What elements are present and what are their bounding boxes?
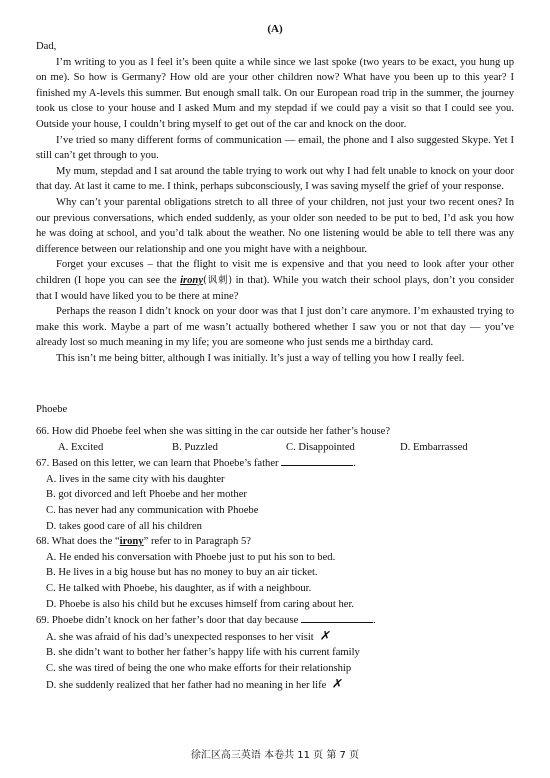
question-66-stem: 66. How did Phoebe feel when she was sitting in the car outside her father’s house? xyxy=(36,426,391,437)
q68-stem-before: 68. What does the “ xyxy=(36,536,120,548)
q68-option-d[interactable]: D. Phoebe is also his child but he excuses himself from caring about her. xyxy=(46,598,355,610)
p5-after: in that). While you watch their school plays, don’t you consider that I would have liked you to be there at mine? xyxy=(36,274,514,302)
q68-option-a[interactable]: A. He ended his conversation with Phoebe just to put his son to bed. xyxy=(46,551,336,563)
letter-body xyxy=(36,39,514,366)
q69-stem-text: 69. Phoebe didn’t knock on her father’s door that day because xyxy=(36,615,299,627)
letter-signature: Phoebe xyxy=(36,404,68,415)
irony-gloss: (讽刺) xyxy=(203,274,233,286)
letter-salutation: Dad, xyxy=(36,41,57,52)
section-label: (A) xyxy=(267,23,283,35)
letter-paragraph-7: This isn’t me being bitter, although I was initially. It’s just a way of telling you how I really feel. xyxy=(56,352,465,364)
q67-option-a[interactable]: A. lives in the same city with his daughter xyxy=(46,473,225,485)
questions-block xyxy=(36,424,514,693)
question-68-stem xyxy=(36,534,514,550)
letter-paragraph-4: Why can’t your parental obligations stretch to all three of your children, not just your two recent ones? In our previous conversations, which ended suddenly, as your older son needed to be put to bed, I’d ask you how he was doing at school, and you’d talk about the weather. No one listening would be able to tell there was any difference between our relationship and one you might have with a neighbour. xyxy=(36,196,514,255)
irony-word: irony xyxy=(180,274,204,286)
q67-stem-end: . xyxy=(353,458,356,470)
q68-option-c[interactable]: C. He talked with Phoebe, his daughter, as if with a neighbour. xyxy=(46,582,312,594)
q67-option-b[interactable]: B. got divorced and left Phoebe and her mother xyxy=(46,489,247,501)
q67-option-c[interactable]: C. has never had any communication with Phoebe xyxy=(46,504,259,516)
q69-answer-blank[interactable] xyxy=(301,612,373,623)
letter-paragraph-3: My mum, stepdad and I sat around the table trying to work out why I had felt unable to knock on your door that day. At last it came to me. I think, perhaps subconsciously, I was saving myself the grief of your response. xyxy=(36,165,514,193)
handwritten-cross-mark-icon: ✗ xyxy=(318,628,332,645)
question-67-stem xyxy=(36,455,514,472)
q68-option-b[interactable]: B. He lives in a big house but has no money to buy an air ticket. xyxy=(46,567,318,579)
letter-paragraph-1: I’m writing to you as I feel it’s been quite a while since we last spoke (two years to be exact, you hung up on me). So how is Germany? How old are your other children now? What have you been up to this year? I finished my A-levels this summer. But enough small talk. On our European road trip in the summer, the journey took us close to your house and I asked Mum and my stepdad if we could pay a visit so that I could see you. Outside your house, I couldn’t bring myself to get out of the car and knock on the door. xyxy=(36,56,514,130)
q67-answer-blank[interactable] xyxy=(281,455,353,466)
q69-option-a-text: A. she was afraid of his dad’s unexpected responses to her visit xyxy=(46,631,314,643)
q69-option-d-text: D. she suddenly realized that her father had no meaning in her life xyxy=(46,679,327,691)
letter-paragraph-2: I’ve tried so many different forms of communication — email, the phone and I also suggested Skype. Yet I still can’t get through to you. xyxy=(36,134,514,162)
letter-paragraph-5 xyxy=(36,257,514,304)
question-69-stem xyxy=(36,612,514,629)
q69-option-a[interactable] xyxy=(46,629,514,646)
letter-paragraph-6: Perhaps the reason I didn’t knock on your door was that I just don’t care anymore. I’m exhausted trying to make this work. Maybe a part of me wasn’t actually bothered whether I saw you or not that day — you’ve already lost so much meaning in my life; you are someone who just sends me a birthday card. xyxy=(36,306,514,349)
p5-before: Forget your excuses – that the flight to visit me is expensive and that you need to look after your other children (I hope you can see the xyxy=(36,259,514,286)
q69-option-d[interactable] xyxy=(46,677,514,694)
q66-option-c[interactable]: C. Disappointed xyxy=(286,441,355,453)
q69-option-c[interactable]: C. she was tired of being the one who make efforts for their relationship xyxy=(46,662,352,674)
q66-option-a[interactable]: A. Excited xyxy=(58,441,104,453)
q67-option-d[interactable]: D. takes good care of all his children xyxy=(46,520,202,532)
page-footer: 徐汇区高三英语 本卷共 11 页 第 7 页 xyxy=(190,750,360,761)
q67-stem-text: 67. Based on this letter, we can learn that Phoebe’s father xyxy=(36,458,279,470)
q69-stem-end: . xyxy=(372,615,376,627)
q69-option-b[interactable]: B. she didn’t want to bother her father’s happy life with his current family xyxy=(46,647,360,659)
q68-stem-word: irony xyxy=(119,536,144,548)
q66-option-b[interactable]: B. Puzzled xyxy=(172,441,218,453)
q68-stem-after: ” refer to in Paragraph 5? xyxy=(143,536,251,548)
handwritten-cross-mark-icon: ✗ xyxy=(331,675,345,693)
question-66-options xyxy=(58,440,514,456)
q66-option-d[interactable]: D. Embarrassed xyxy=(400,441,468,453)
